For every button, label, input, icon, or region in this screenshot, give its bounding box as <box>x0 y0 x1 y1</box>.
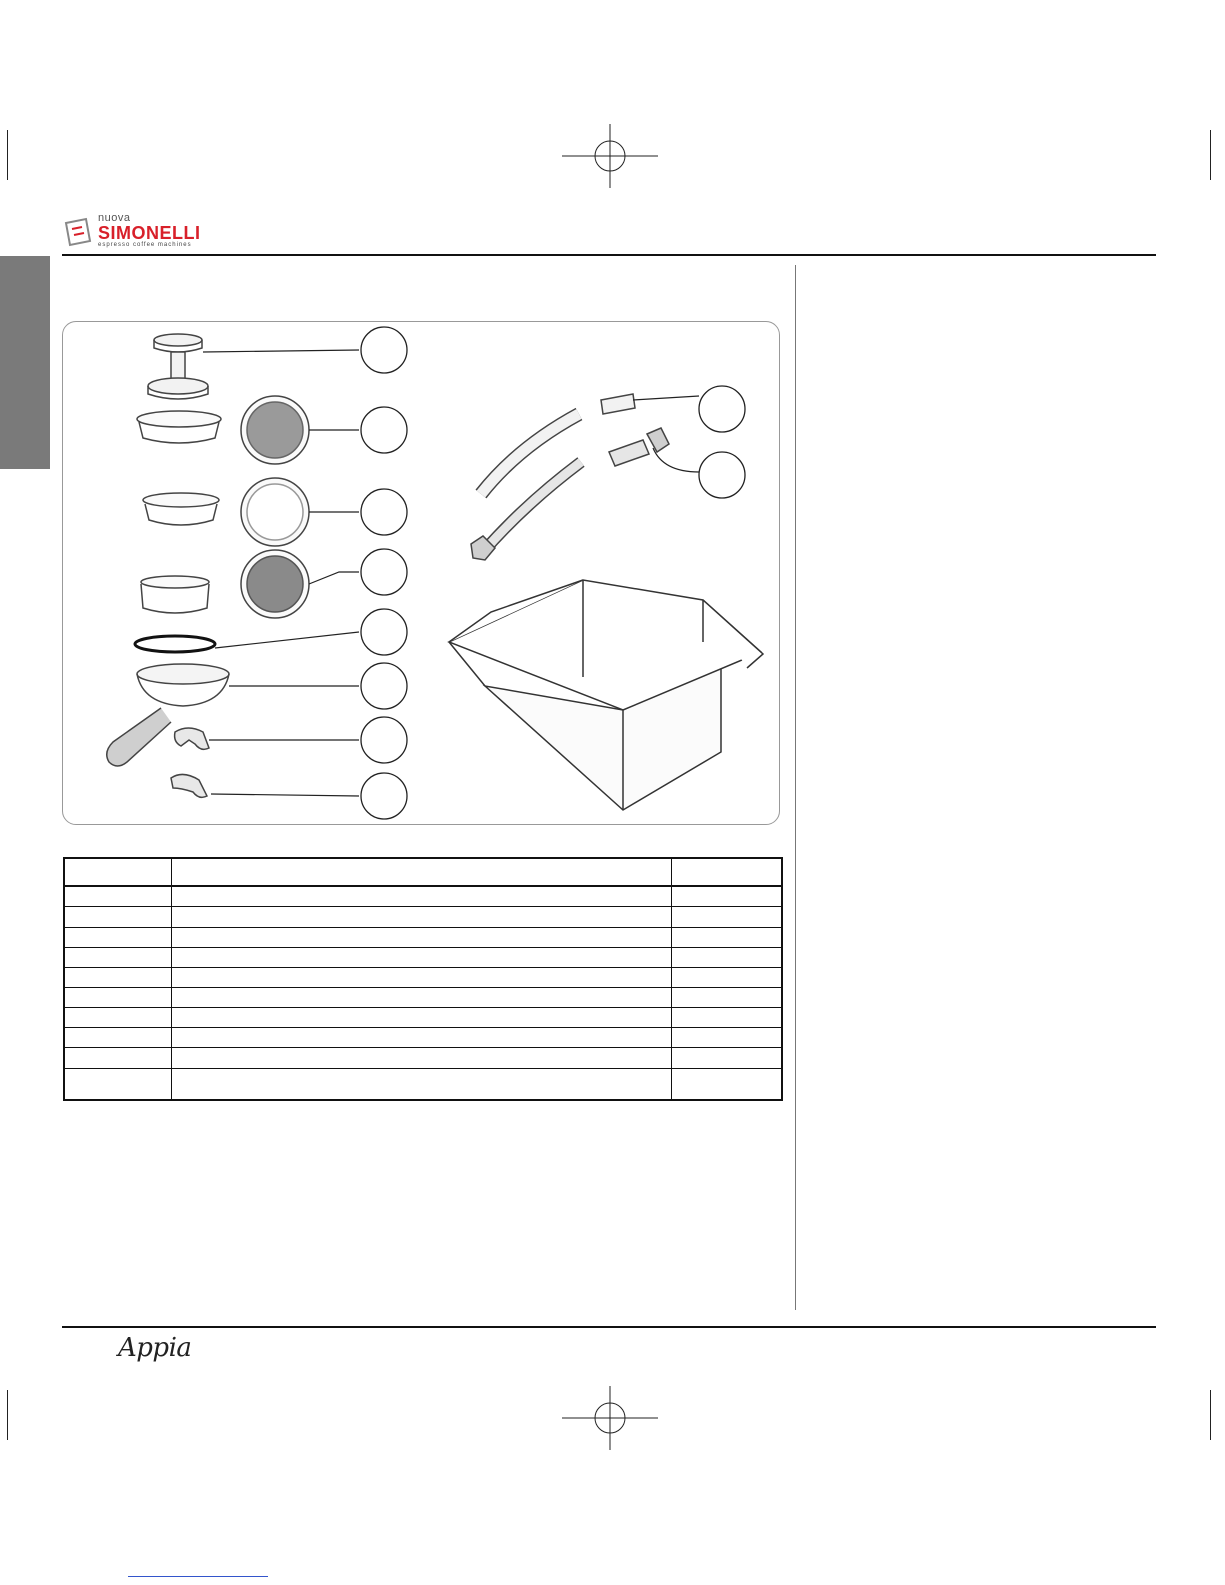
table-cell <box>171 967 671 987</box>
logo-main-text: SIMONELLI <box>98 223 201 243</box>
table-row <box>64 1028 782 1048</box>
logo-small-text: nuova <box>98 212 131 224</box>
parts-table <box>63 857 783 1101</box>
table-cell <box>671 1008 782 1028</box>
shower-screen-mesh-icon <box>241 550 309 618</box>
crop-mark-bottom-left <box>7 1390 8 1440</box>
table-cell <box>64 1048 171 1068</box>
header-rule <box>62 254 1156 256</box>
table-cell <box>171 988 671 1008</box>
table-row <box>64 886 782 907</box>
table-cell <box>64 1008 171 1028</box>
table-header-row <box>64 858 782 886</box>
table-row <box>64 988 782 1008</box>
table-cell <box>671 1028 782 1048</box>
column-divider <box>795 265 796 1310</box>
double-spout-icon <box>175 728 209 749</box>
table-cell <box>171 886 671 907</box>
accessories-illustration <box>62 321 780 825</box>
crop-mark-top-left <box>7 130 8 180</box>
table-cell <box>171 1048 671 1068</box>
filter-basket-double-icon <box>137 411 221 443</box>
table-cell <box>171 947 671 967</box>
logo-mark-icon <box>62 215 96 249</box>
footer-rule <box>62 1326 1156 1328</box>
packaging-box-icon <box>449 580 763 810</box>
table-cell <box>64 1068 171 1100</box>
table-cell <box>671 886 782 907</box>
table-cell <box>671 907 782 927</box>
table-cell <box>671 927 782 947</box>
table-header-cell <box>64 858 171 886</box>
table-cell <box>171 1008 671 1028</box>
table-header-cell <box>171 858 671 886</box>
water-supply-hose-icon <box>471 428 669 560</box>
table-header-cell <box>671 858 782 886</box>
table-cell <box>671 1048 782 1068</box>
bottom-link-underline <box>128 1576 268 1577</box>
table-cell <box>64 947 171 967</box>
crop-mark-bottom-right <box>1210 1390 1211 1440</box>
logo-tagline: espresso coffee machines <box>98 242 192 248</box>
table-cell <box>671 1068 782 1100</box>
table-row <box>64 967 782 987</box>
shower-screen-plain-icon <box>241 478 309 546</box>
table-cell <box>64 927 171 947</box>
table-cell <box>64 967 171 987</box>
registration-mark-top <box>562 124 658 188</box>
table-row <box>64 1008 782 1028</box>
shower-screen-fine-icon <box>241 396 309 464</box>
filter-basket-single-icon <box>143 493 219 525</box>
table-cell <box>171 927 671 947</box>
section-side-tab <box>0 256 50 469</box>
table-cell <box>64 1028 171 1048</box>
table-cell <box>171 1028 671 1048</box>
crop-mark-top-right <box>1210 130 1211 180</box>
blind-filter-icon <box>141 576 209 613</box>
table-row <box>64 947 782 967</box>
tamper-icon <box>148 334 208 399</box>
table-cell <box>64 886 171 907</box>
portafilter-icon <box>107 664 229 766</box>
registration-mark-bottom <box>562 1386 658 1450</box>
table-cell <box>671 967 782 987</box>
gasket-ring-icon <box>135 636 215 652</box>
table-cell <box>671 947 782 967</box>
table-row <box>64 927 782 947</box>
product-name-logo: Appia <box>118 1333 192 1363</box>
brand-logo <box>62 213 247 251</box>
table-cell <box>671 988 782 1008</box>
table-cell <box>64 907 171 927</box>
table-row <box>64 1068 782 1100</box>
table-cell <box>171 1068 671 1100</box>
table-cell <box>64 988 171 1008</box>
table-row <box>64 1048 782 1068</box>
accessories-drawing <box>63 322 781 826</box>
single-spout-icon <box>171 774 207 797</box>
table-cell <box>171 907 671 927</box>
table-row <box>64 907 782 927</box>
